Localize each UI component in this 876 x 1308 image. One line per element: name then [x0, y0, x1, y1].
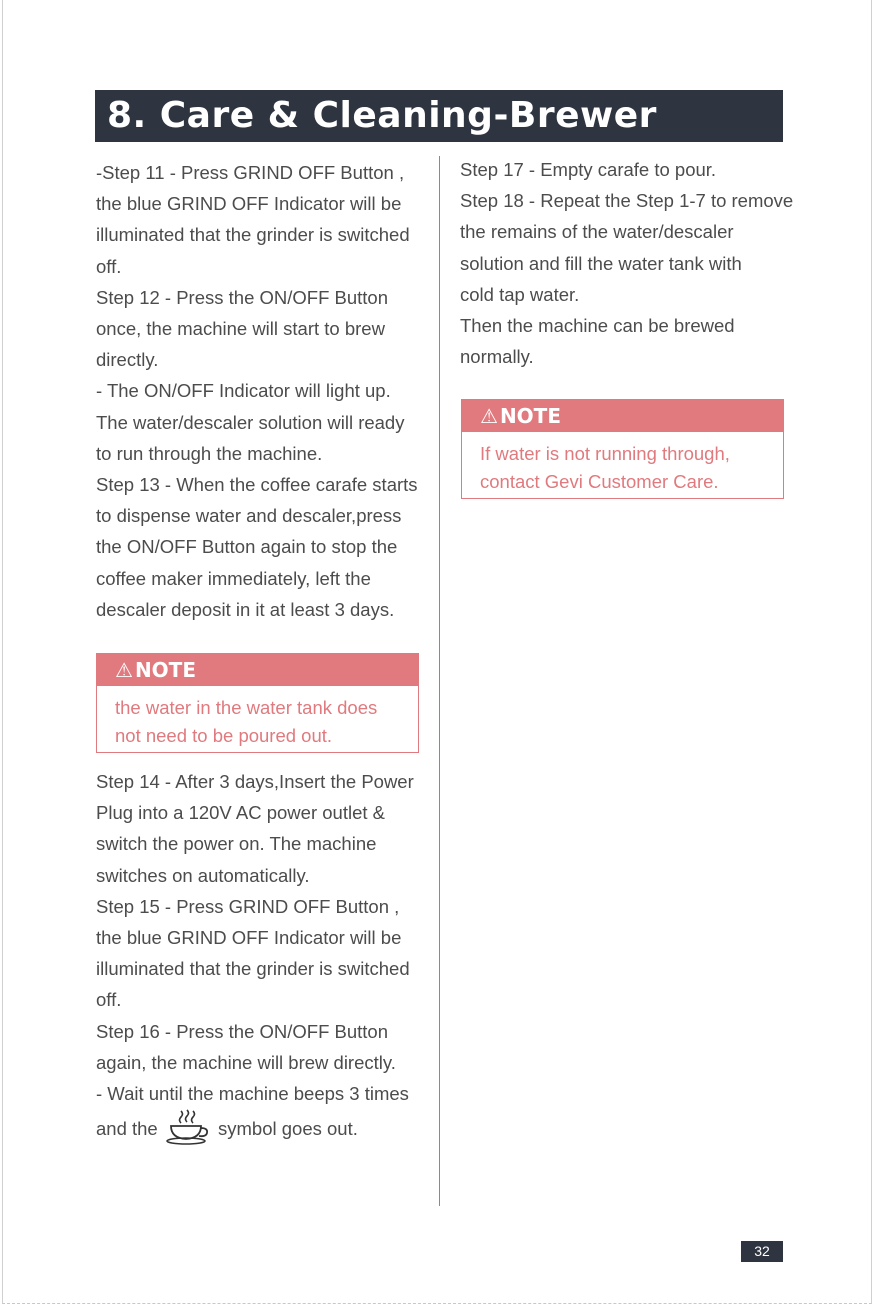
column-divider: [439, 156, 440, 1206]
text-line: -Step 11 - Press GRIND OFF Button ,: [96, 162, 405, 183]
note-heading-text: NOTE: [499, 404, 561, 428]
text-line: Step 12 - Press the ON/OFF Button: [96, 286, 389, 308]
text-line: descaler deposit in it at least 3 days.: [96, 598, 395, 620]
text-fragment: symbol goes out.: [218, 1118, 358, 1140]
text-line: illuminated that the grinder is switched: [96, 958, 410, 980]
text-line: directly.: [96, 349, 159, 371]
text-line: Plug into a 120V AC power outlet &: [96, 802, 385, 824]
text-line: The water/descaler solution will ready: [96, 411, 405, 433]
left-column-text: [96, 157, 426, 625]
text-line: switch the power on. The machine: [96, 833, 377, 855]
section-title: 8. Care & Cleaning-Brewer: [95, 90, 783, 142]
text-line: once, the machine will start to brew: [96, 318, 385, 340]
text-line: off.: [96, 989, 122, 1011]
warning-icon: ⚠: [115, 658, 133, 682]
coffee-cup-icon: [165, 1109, 211, 1154]
text-line: the blue GRIND OFF Indicator will be: [96, 193, 402, 215]
note-body: [97, 686, 418, 750]
note-line: not need to be poured out.: [115, 725, 333, 746]
text-line: Step 14 - After 3 days,Insert the Power: [96, 771, 414, 792]
text-line: off.: [96, 255, 122, 277]
text-fragment: and the: [96, 1118, 158, 1140]
text-line: normally.: [460, 346, 534, 368]
text-line: Step 15 - Press GRIND OFF Button ,: [96, 895, 400, 917]
text-line: the ON/OFF Button again to stop the: [96, 536, 398, 558]
note-heading-text: NOTE: [134, 658, 196, 682]
text-line: - The ON/OFF Indicator will light up.: [96, 380, 391, 402]
note-body: [462, 432, 783, 496]
text-line: coffee maker immediately, left the: [96, 567, 371, 589]
text-line: Step 18 - Repeat the Step 1-7 to remove: [460, 190, 794, 212]
text-line: to dispense water and descaler,press: [96, 505, 402, 527]
text-line: cold tap water.: [460, 283, 580, 305]
text-line: the remains of the water/descaler: [460, 221, 734, 243]
text-line: Step 13 - When the coffee carafe starts: [96, 474, 418, 496]
note-line: contact Gevi Customer Care.: [480, 471, 719, 492]
text-line: illuminated that the grinder is switched: [96, 224, 410, 246]
note-box-customer-care: [461, 399, 784, 499]
page-number: 32: [741, 1241, 783, 1262]
right-column-text: [460, 154, 794, 372]
warning-icon: ⚠: [480, 404, 498, 428]
note-box-water-tank: [96, 653, 419, 753]
text-line: Step 17 - Empty carafe to pour.: [460, 159, 717, 180]
text-line: Step 16 - Press the ON/OFF Button: [96, 1020, 389, 1042]
note-heading: [462, 400, 783, 432]
text-line: again, the machine will brew directly.: [96, 1051, 396, 1073]
text-line: the blue GRIND OFF Indicator will be: [96, 927, 402, 949]
text-line: - Wait until the machine beeps 3 times: [96, 1083, 409, 1105]
left-column-text-continued: [96, 766, 431, 1154]
text-line: switches on automatically.: [96, 864, 310, 886]
text-line: solution and fill the water tank with: [460, 252, 742, 274]
text-line: to run through the machine.: [96, 442, 323, 464]
text-line-with-icon: [96, 1109, 431, 1154]
note-line: the water in the water tank does: [115, 697, 378, 718]
note-line: If water is not running through,: [480, 443, 730, 464]
note-heading: [97, 654, 418, 686]
text-line: Then the machine can be brewed: [460, 315, 735, 337]
